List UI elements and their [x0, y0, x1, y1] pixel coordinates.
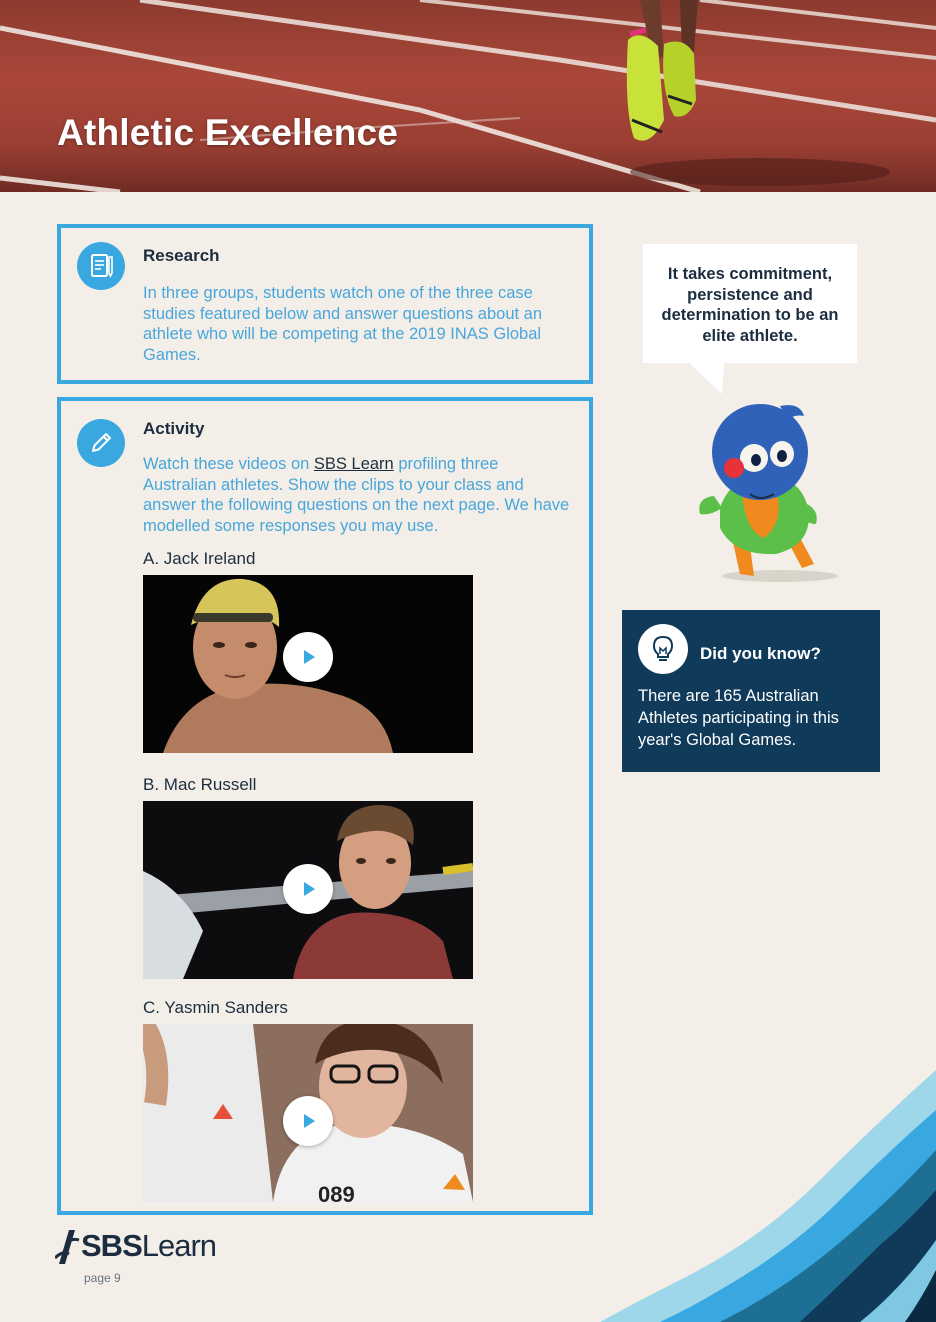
sbs-learn-logo: [55, 1228, 216, 1264]
did-you-know-panel: [622, 610, 880, 772]
sbs-learn-link[interactable]: SBS Learn: [313, 455, 394, 473]
play-icon: [298, 1111, 318, 1131]
activity-heading: Activity: [143, 419, 205, 438]
pencil-icon: [77, 419, 125, 467]
header-banner: [0, 0, 936, 192]
video-mac-russell[interactable]: [143, 801, 473, 979]
video-label-yasmin-sanders: C. Yasmin Sanders: [143, 998, 288, 1017]
research-box: [57, 224, 593, 384]
speech-bubble-tail: [688, 362, 728, 396]
activity-text-end: profiling three Australian athletes. Show the clips to your class and answer the following questions on the next page. We have modelled some responses you may use.: [143, 455, 570, 535]
video-jack-ireland[interactable]: [143, 575, 473, 753]
video-label-mac-russell: B. Mac Russell: [143, 775, 257, 794]
video-label-jack-ireland: A. Jack Ireland: [143, 549, 256, 568]
did-you-know-text: There are 165 Australian Athletes participating in this year's Global Games.: [638, 687, 839, 749]
quote-speech-bubble: [643, 244, 857, 363]
mascot-bird-icon: [690, 398, 850, 588]
research-text: In three groups, students watch one of the three case studies featured below and answer questions about an athlete who will be competing at the 2019 INAS Global Games.: [143, 284, 543, 364]
play-button-jack-ireland[interactable]: [283, 632, 333, 682]
research-heading: Research: [143, 246, 220, 265]
play-button-yasmin-sanders[interactable]: [283, 1096, 333, 1146]
activity-text-start: Watch these videos on: [143, 455, 310, 473]
play-icon: [298, 647, 318, 667]
activity-text: [143, 454, 575, 536]
activity-box: [57, 397, 593, 1215]
video-yasmin-sanders[interactable]: [143, 1024, 473, 1202]
svg-text:089: 089: [318, 1182, 355, 1202]
logo-light-text: Learn: [141, 1228, 217, 1263]
play-icon: [298, 879, 318, 899]
page-title: Athletic Excellence: [57, 112, 399, 153]
did-you-know-title: Did you know?: [700, 644, 821, 663]
running-track-image: [0, 0, 936, 192]
sbs-wave-logo-icon: [55, 1228, 81, 1264]
quote-text: It takes commitment, persistence and determination to be an elite athlete.: [661, 265, 839, 345]
document-icon: [77, 242, 125, 290]
page-number: page 9: [84, 1271, 121, 1285]
logo-wordmark: [81, 1228, 216, 1264]
play-button-mac-russell[interactable]: [283, 864, 333, 914]
lightbulb-icon: [638, 624, 688, 674]
logo-bold-text: SBS: [81, 1228, 142, 1263]
